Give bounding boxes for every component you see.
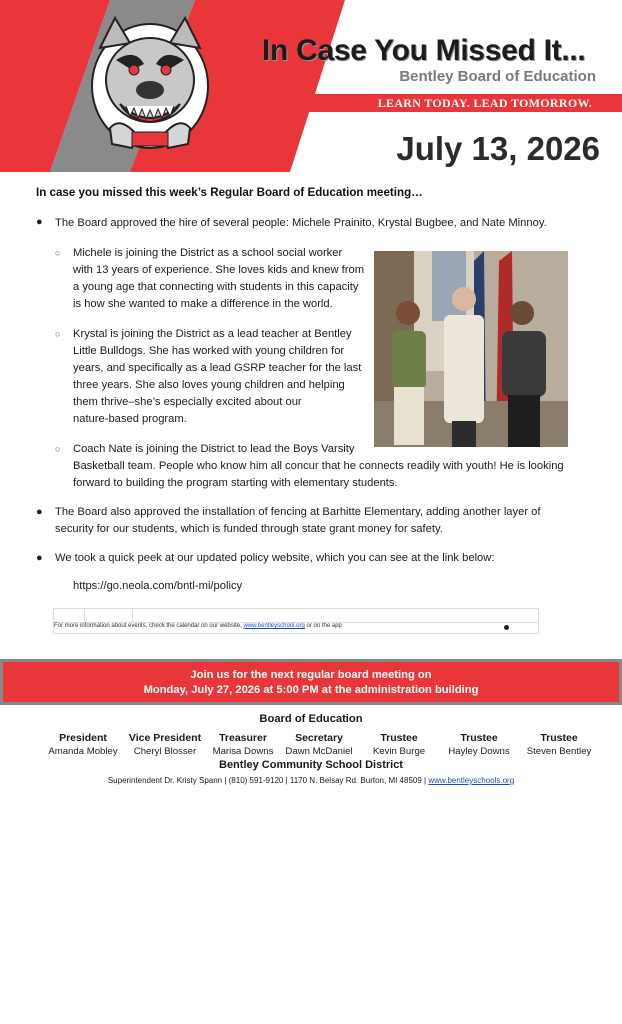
district-website-link[interactable]: www.bentleyschools.org — [428, 776, 515, 785]
sub-bullet-michele — [73, 245, 364, 313]
events-note-suffix: or on the app — [306, 623, 342, 629]
member-name: Hayley Downs — [448, 746, 510, 757]
text-line: Krystal is joining the District as a lead teacher at Bentley — [73, 328, 352, 340]
text-line: nature-based program. — [73, 413, 187, 425]
member-role: Trustee — [460, 732, 498, 744]
intro-heading: In case you missed this week’s Regular Board of Education meeting… — [36, 186, 423, 199]
member-name: Marisa Downs — [212, 746, 274, 757]
bullet-dot: ● — [36, 552, 43, 564]
contact-line — [0, 776, 622, 785]
sub-bullet-circle: ○ — [55, 329, 61, 339]
text-line: Little Bulldogs. She has worked with young children for — [73, 345, 345, 357]
text-line: years, and specifically as a lead GSRP teacher for the last — [73, 362, 362, 374]
bullet-fencing — [55, 504, 541, 538]
member-name: Dawn McDaniel — [285, 746, 353, 757]
banner-line-2: Monday, July 27, 2026 at 5:00 PM at the administration building — [143, 684, 479, 696]
board-member — [434, 731, 524, 759]
banner-fill — [3, 662, 619, 702]
sub-bullet-circle: ○ — [55, 444, 61, 454]
member-name: Kevin Burge — [372, 746, 426, 757]
member-role: Trustee — [380, 732, 418, 744]
tagline: LEARN TODAY. LEAD TOMORROW. — [377, 96, 592, 110]
member-name: Amanda Mobley — [48, 746, 118, 757]
text-line: them thrive–she’s especially excited about our — [73, 396, 302, 408]
district-name: Bentley Community School District — [219, 759, 403, 771]
board-member — [354, 731, 444, 759]
bulldog-mascot-icon — [80, 8, 220, 158]
banner-line-1: Join us for the next regular board meeting on — [190, 669, 432, 681]
bullet-policy: We took a quick peek at our updated policy website, which you can see at the link below: — [55, 552, 495, 564]
newsletter-subtitle: Bentley Board of Education — [399, 68, 596, 85]
member-role: Treasurer — [219, 732, 267, 744]
bullet-dot: ● — [36, 216, 43, 228]
member-role: Trustee — [540, 732, 578, 744]
member-name: Cheryl Blosser — [133, 746, 197, 757]
text-line: a young age that connecting with students in this capacity — [73, 281, 359, 293]
policy-link[interactable]: https://go.neola.com/bntl-mi/policy — [73, 580, 243, 592]
next-meeting-banner — [0, 659, 622, 705]
text-line: Michele is joining the District as a school social worker — [73, 247, 343, 259]
sub-bullet-krystal — [73, 326, 361, 428]
member-role: Vice President — [128, 732, 202, 744]
events-note — [54, 623, 342, 629]
member-name: Steven Bentley — [526, 746, 592, 757]
newsletter-date: July 13, 2026 — [396, 130, 600, 167]
board-member — [274, 731, 364, 759]
bullet-dot: ● — [36, 506, 43, 518]
new-hires-photo — [374, 251, 568, 447]
text-line: with 13 years of experience. She loves kids and knew from — [73, 264, 365, 276]
text-line: forward to building the program starting with elementary students. — [73, 477, 398, 489]
bullet-hires: The Board approved the hire of several people: Michele Prainito, Krystal Bugbee, and Nate Minnoy. — [55, 217, 547, 229]
school-website-link[interactable]: www.bentleyschool.org — [243, 623, 305, 629]
board-member — [514, 731, 604, 759]
dot-marker — [504, 625, 509, 630]
sub-bullet-nate — [73, 441, 564, 492]
board-title: Board of Education — [259, 713, 363, 725]
text-line: Basketball team. People who know him all concur that he connects readily with youth! He is looking — [73, 460, 564, 472]
member-role: Secretary — [295, 732, 343, 744]
member-role: President — [59, 732, 107, 744]
contact-text: Superintendent Dr. Kristy Spann | (810) 591-9120 | 1170 N. Belsay Rd. Burton, MI 48509 | — [107, 776, 427, 785]
board-member — [38, 731, 128, 759]
text-line: is how she wanted to make a difference in the world. — [73, 298, 333, 310]
info-strip — [53, 608, 539, 634]
text-line: Coach Nate is joining the District to lead the Boys Varsity — [73, 443, 355, 455]
text-line: three years. She also loves young children and helping — [73, 379, 345, 391]
newsletter-title: In Case You Missed It... — [262, 34, 586, 67]
sub-bullet-circle: ○ — [55, 248, 61, 258]
board-member — [120, 731, 210, 759]
text-line: The Board also approved the installation of fencing at Barhitte Elementary, adding another layer of — [55, 506, 541, 518]
text-line: security for our students, which is funded through state grant money for safety. — [55, 523, 443, 535]
events-note-text: For more information about events, check the calendar on our website, — [54, 623, 242, 629]
newsletter-header — [0, 0, 622, 172]
